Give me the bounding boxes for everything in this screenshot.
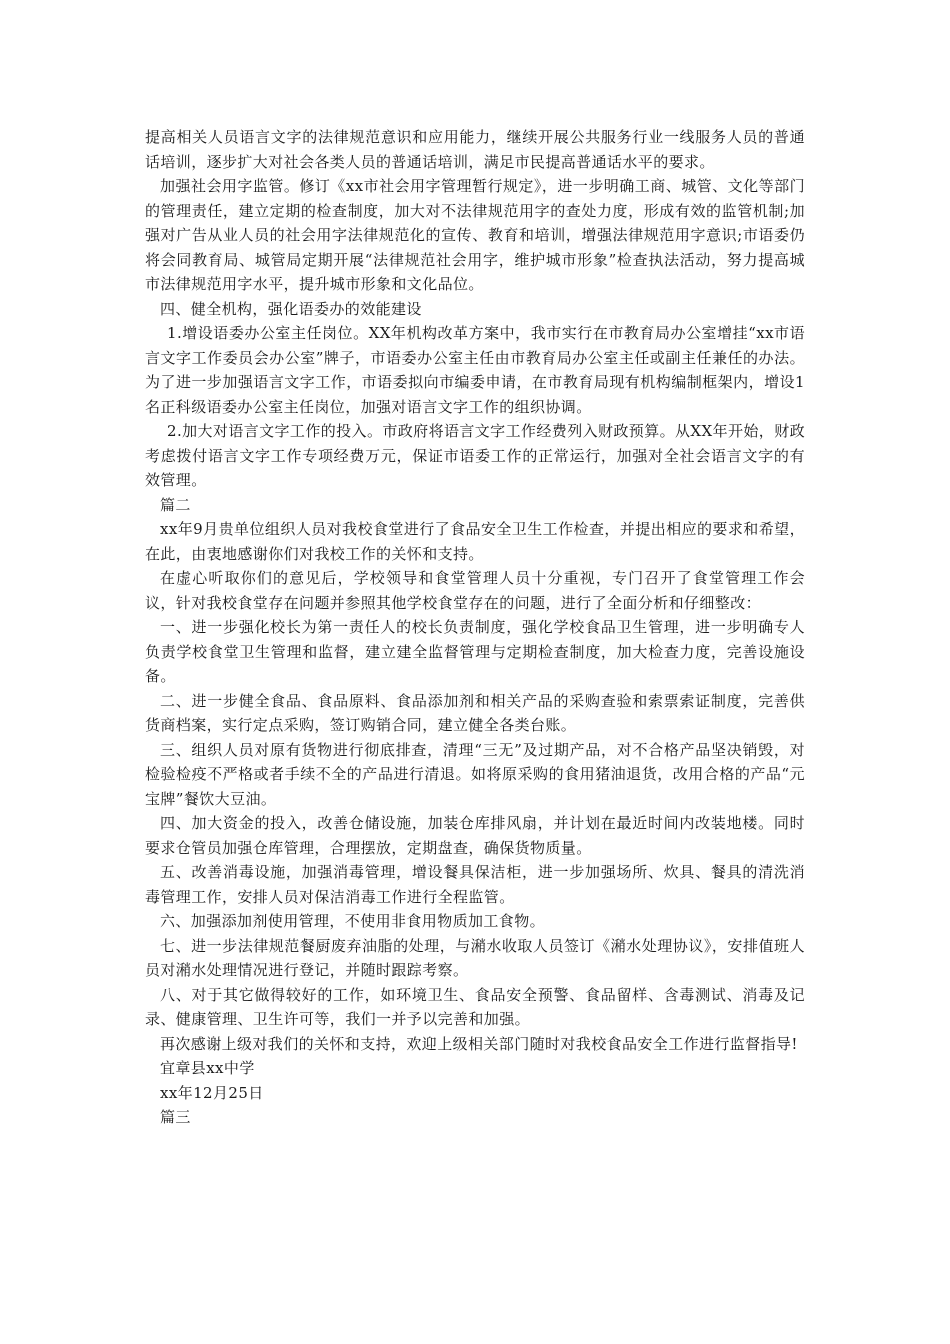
- document-page: [145, 125, 805, 1130]
- signature-school: 宜章县xx中学: [160, 1059, 255, 1077]
- list-item-3: 三、组织人员对原有货物进行彻底排查，清理“三无”及过期产品，对不合格产品坚决销毁，对检验检疫不严格或者手续不全的产品进行清退。如将原采购的食用猪油退货，改用合格的产品“元宝牌”餐饮大豆油。: [145, 740, 805, 808]
- part-heading-3: 篇三: [160, 1108, 191, 1126]
- list-item-4: 四、加大资金的投入，改善仓储设施，加装仓库排风扇，并计划在最近时间内改装地楼。同时要求仓管员加强仓库管理，合理摆放，定期盘查，确保货物质量。: [145, 814, 805, 857]
- part-heading-2: 篇二: [160, 495, 191, 514]
- paragraph-item-2: 2.加大对语言文字工作的投入。市政府将语言文字工作经费列入财政预算。从XX年开始，财政考虑拨付语言文字工作专项经费万元，保证市语委工作的正常运行，加强对全社会语言文字的有效管理。: [145, 422, 805, 489]
- section-heading-4: 四、健全机构，强化语委办的效能建设: [160, 299, 422, 318]
- list-item-1: 一、进一步强化校长为第一责任人的校长负责制度，强化学校食品卫生管理，进一步明确专人负责学校食堂卫生管理和监督，建立建全监督管理与定期检查制度，加大检查力度，完善设施设备。: [145, 618, 805, 685]
- signature-date: xx年12月25日: [160, 1083, 264, 1102]
- paragraph-inspection-intro: xx年9月贵单位组织人员对我校食堂进行了食品安全卫生工作检查，并提出相应的要求和希望，在此，由衷地感谢你们对我校工作的关怀和支持。: [145, 520, 805, 563]
- list-item-5: 五、改善消毒设施，加强消毒管理，增设餐具保洁柜，进一步加强场所、炊具、餐具的清洗消毒管理工作，安排人员对保洁消毒工作进行全程监管。: [145, 863, 805, 906]
- paragraph-signage-supervision: 加强社会用字监管。修订《xx市社会用字管理暂行规定》，进一步明确工商、城管、文化等部门的管理责任，建立定期的检查制度，加大对不法律规范用字的查处力度，形成有效的监管机制;加强对广告从业人员的社会用字法律规范化的宣传、教育和培训，增强法律规范用字意识;市语委仍将会同教育局、城管局定期开展“法律规范社会用字，维护城市形象”检查执法活动，努力提高城市法律规范用字水平，提升城市形象和文化品位。: [145, 177, 805, 293]
- paragraph-closing-thanks: 再次感谢上级对我们的关怀和支持，欢迎上级相关部门随时对我校食品安全工作进行监督指导!: [160, 1034, 798, 1053]
- paragraph-item-1: 1.增设语委办公室主任岗位。XX年机构改革方案中，我市实行在市教育局办公室增挂“xx市语言文字工作委员会办公室”牌子，市语委办公室主任由市教育局办公室主任或副主任兼任的办法。为了进一步加强语言文字工作，市语委拟向市编委申请，在市教育局现有机构编制框架内，增设1名正科级语委办公室主任岗位，加强对语言文字工作的组织协调。: [145, 324, 805, 416]
- list-item-2: 二、进一步健全食品、食品原料、食品添加剂和相关产品的采购查验和索票索证制度，完善供货商档案，实行定点采购，签订购销合同，建立健全各类台账。: [145, 691, 805, 734]
- list-item-6: 六、加强添加剂使用管理，不使用非食用物质加工食物。: [160, 912, 546, 930]
- paragraph-rectification-intro: 在虚心听取你们的意见后，学校领导和食堂管理人员十分重视，专门召开了食堂管理工作会议，针对我校食堂存在问题并参照其他学校食堂存在的问题，进行了全面分析和仔细整改：: [145, 569, 805, 612]
- list-item-8: 八、对于其它做得较好的工作，如环境卫生、食品安全预警、食品留样、含毒测试、消毒及记录、健康管理、卫生许可等，我们一并予以完善和加强。: [145, 985, 805, 1028]
- paragraph-putonghua-training: 提高相关人员语言文字的法律规范意识和应用能力，继续开展公共服务行业一线服务人员的普通话培训，逐步扩大对社会各类人员的普通话培训，满足市民提高普通话水平的要求。: [145, 128, 805, 171]
- list-item-7: 七、进一步法律规范餐厨废弃油脂的处理，与潲水收取人员签订《潲水处理协议》，安排值班人员对潲水处理情况进行登记，并随时跟踪考察。: [145, 936, 805, 979]
